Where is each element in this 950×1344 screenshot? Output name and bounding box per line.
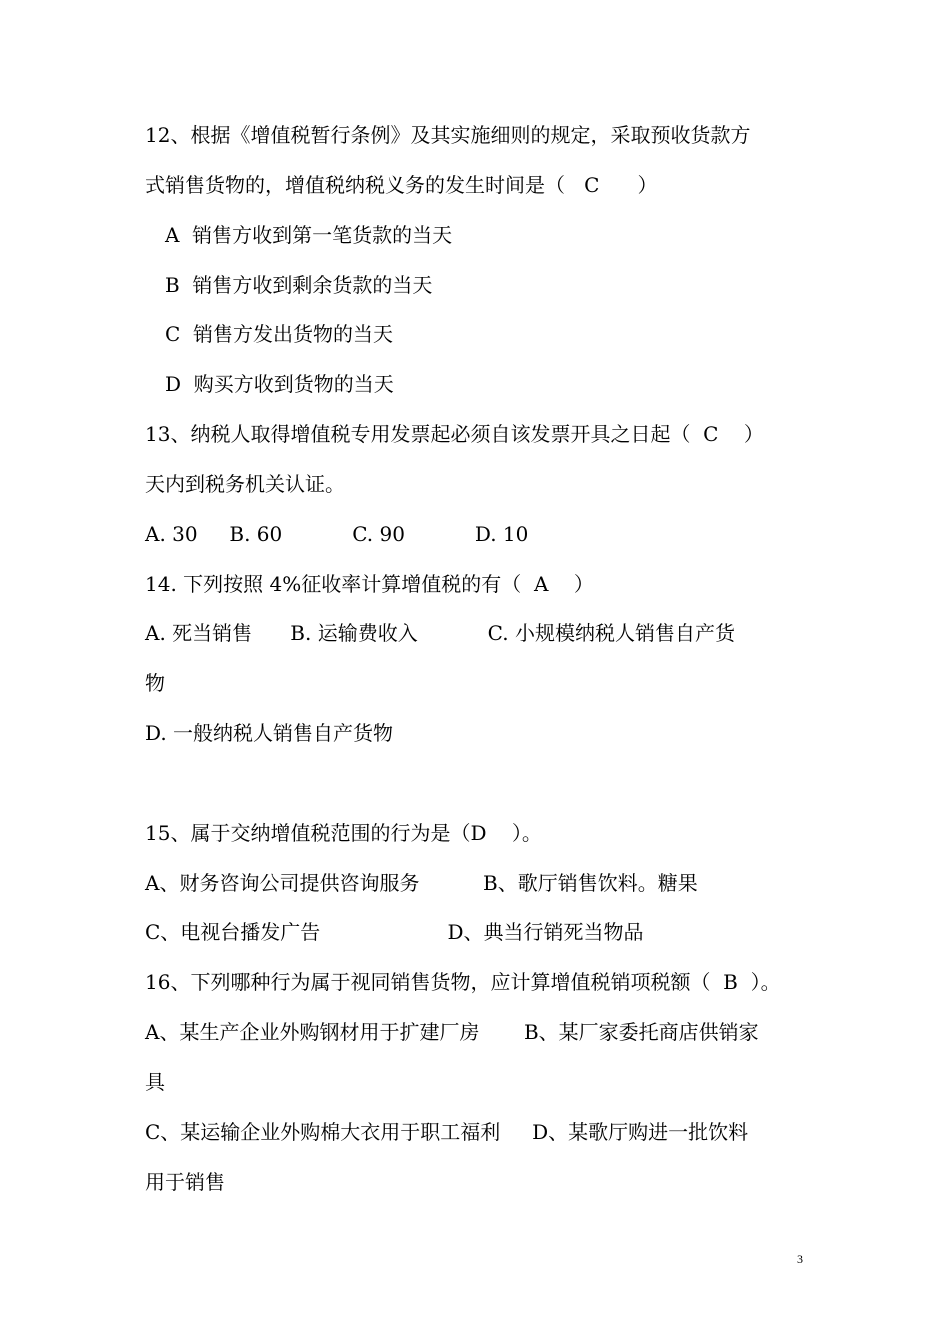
question-12-option-a: A 销售方收到第一笔货款的当天 [165,223,453,247]
question-16-options-cd-line-2: 用于销售 [145,1170,225,1194]
question-14-option-d: D. 一般纳税人销售自产货物 [145,721,394,745]
question-13-line-2: 天内到税务机关认证。 [145,472,345,496]
question-15-options-ab: A、财务咨询公司提供咨询服务 B、歌厅销售饮料。糖果 [145,871,698,895]
question-16-options-ab-line-1: A、某生产企业外购钢材用于扩建厂房 B、某厂家委托商店供销家 [145,1020,759,1044]
question-12-option-c: C 销售方发出货物的当天 [165,322,394,346]
question-13-options: A. 30 B. 60 C. 90 D. 10 [145,522,529,546]
page-number: 3 [797,1252,803,1266]
question-14-options-line-1: A. 死当销售 B. 运输费收入 C. 小规模纳税人销售自产货 [145,621,735,645]
question-16-options-cd-line-1: C、某运输企业外购棉大衣用于职工福利 D、某歌厅购进一批饮料 [145,1120,749,1144]
question-15-line-1: 15、属于交纳增值税范围的行为是（D ）。 [145,821,542,845]
question-12-line-2: 式销售货物的，增值税纳税义务的发生时间是（ C ） [145,173,658,197]
question-14-options-line-2: 物 [145,671,165,695]
question-15-options-cd: C、电视台播发广告 D、典当行销死当物品 [145,920,644,944]
question-16-options-ab-line-2: 具 [145,1070,165,1094]
question-12-option-d: D 购买方收到货物的当天 [165,372,394,396]
question-14-line-1: 14. 下列按照 4%征收率计算增值税的有（ A ） [145,572,594,596]
question-12-line-1: 12、根据《增值税暂行条例》及其实施细则的规定，采取预收货款方 [145,123,751,147]
question-12-option-b: B 销售方收到剩余货款的当天 [165,273,433,297]
question-13-line-1: 13、纳税人取得增值税专用发票起必须自该发票开具之日起（ C ） [145,422,764,446]
question-16-line-1: 16、下列哪种行为属于视同销售货物，应计算增值税销项税额（ B ）。 [145,970,781,994]
